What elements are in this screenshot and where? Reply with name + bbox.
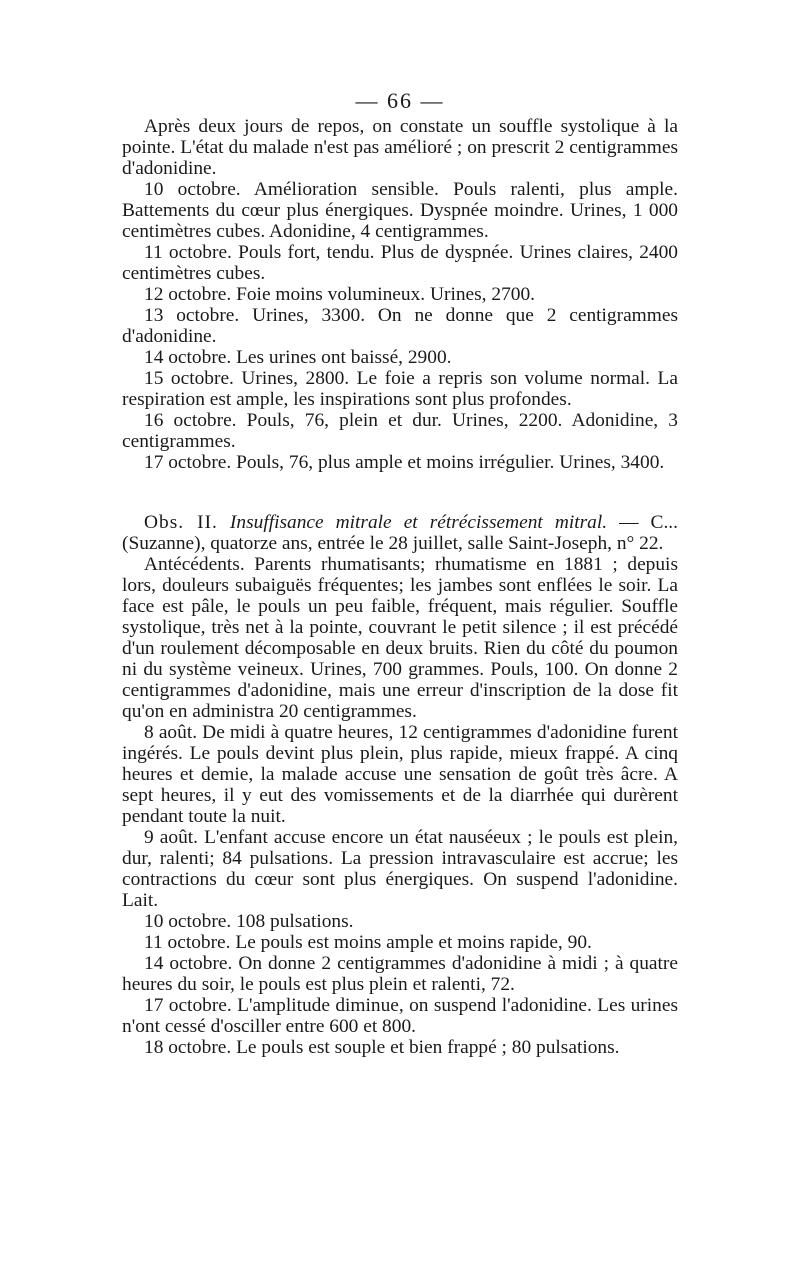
observation-one-continuation	[122, 116, 678, 473]
observation-title: Insuffisance mitrale et rétrécissement mitral.	[229, 512, 608, 533]
paragraph: 17 octobre. L'amplitude diminue, on suspend l'adonidine. Les urines n'ont cessé d'osciller entre 600 et 800.	[122, 995, 678, 1037]
paragraph: Antécédents. Parents rhumatisants; rhumatisme en 1881 ; depuis lors, douleurs subaiguës fréquentes; les jambes sont enflées le soir. La face est pâle, le pouls un peu faible, fréquent, mais régulier. Souffle systolique, très net à la pointe, couvrant le petit silence ; il est précédé d'un roulement décomposable en deux bruits. Rien du côté du poumon ni du système veineux. Urines, 700 grammes. Pouls, 100. On donne 2 centigrammes d'adonidine, mais une erreur d'inscription de la dose fit qu'on en administra 20 centigrammes.	[122, 554, 678, 722]
paragraph: 18 octobre. Le pouls est souple et bien frappé ; 80 pulsations.	[144, 1037, 620, 1058]
observation-label: Obs. II.	[144, 512, 218, 533]
paragraph: 9 août. L'enfant accuse encore un état nauséeux ; le pouls est plein, dur, ralenti; 84 pulsations. La pression intravasculaire est accrue; les contractions du cœur sont plus énergiques. On suspend l'adonidine. Lait.	[122, 827, 678, 911]
paragraph: 16 octobre. Pouls, 76, plein et dur. Urines, 2200. Adonidine, 3 centigrammes.	[122, 410, 678, 452]
observation-heading	[122, 512, 678, 554]
paragraph: 11 octobre. Le pouls est moins ample et moins rapide, 90.	[144, 932, 592, 953]
paragraph: 17 octobre. Pouls, 76, plus ample et moins irrégulier. Urines, 3400.	[144, 452, 665, 473]
paragraph: 12 octobre. Foie moins volumineux. Urines, 2700.	[144, 284, 536, 305]
paragraph: 14 octobre. Les urines ont baissé, 2900.	[144, 347, 452, 368]
observation-patient-info: — C... (Suzanne), quatorze ans, entrée le 28 juillet, salle Saint-Joseph, n° 22.	[122, 512, 678, 554]
paragraph: 15 octobre. Urines, 2800. Le foie a repris son volume normal. La respiration est ample, les inspirations sont plus profondes.	[122, 368, 678, 410]
paragraph: 11 octobre. Pouls fort, tendu. Plus de dyspnée. Urines claires, 2400 centimètres cubes.	[122, 242, 678, 284]
paragraph: 10 octobre. 108 pulsations.	[144, 911, 354, 932]
observation-two	[122, 512, 678, 1058]
paragraph: 8 août. De midi à quatre heures, 12 centigrammes d'adonidine furent ingérés. Le pouls devint plus plein, plus rapide, mieux frappé. A cinq heures et demie, la malade accuse une sensation de goût très âcre. A sept heures, il y eut des vomissements et de la diarrhée qui durèrent pendant toute la nuit.	[122, 722, 678, 827]
page-number: — 66 —	[355, 88, 445, 113]
paragraph: Après deux jours de repos, on constate un souffle systolique à la pointe. L'état du malade n'est pas amélioré ; on prescrit 2 centigrammes d'adonidine.	[122, 116, 678, 179]
paragraph: 14 octobre. On donne 2 centigrammes d'adonidine à midi ; à quatre heures du soir, le pouls est plus plein et ralenti, 72.	[122, 953, 678, 995]
paragraph: 10 octobre. Amélioration sensible. Pouls ralenti, plus ample. Battements du cœur plus énergiques. Dyspnée moindre. Urines, 1 000 centimètres cubes. Adonidine, 4 centigrammes.	[122, 179, 678, 242]
paragraph: 13 octobre. Urines, 3300. On ne donne que 2 centigrammes d'adonidine.	[122, 305, 678, 347]
